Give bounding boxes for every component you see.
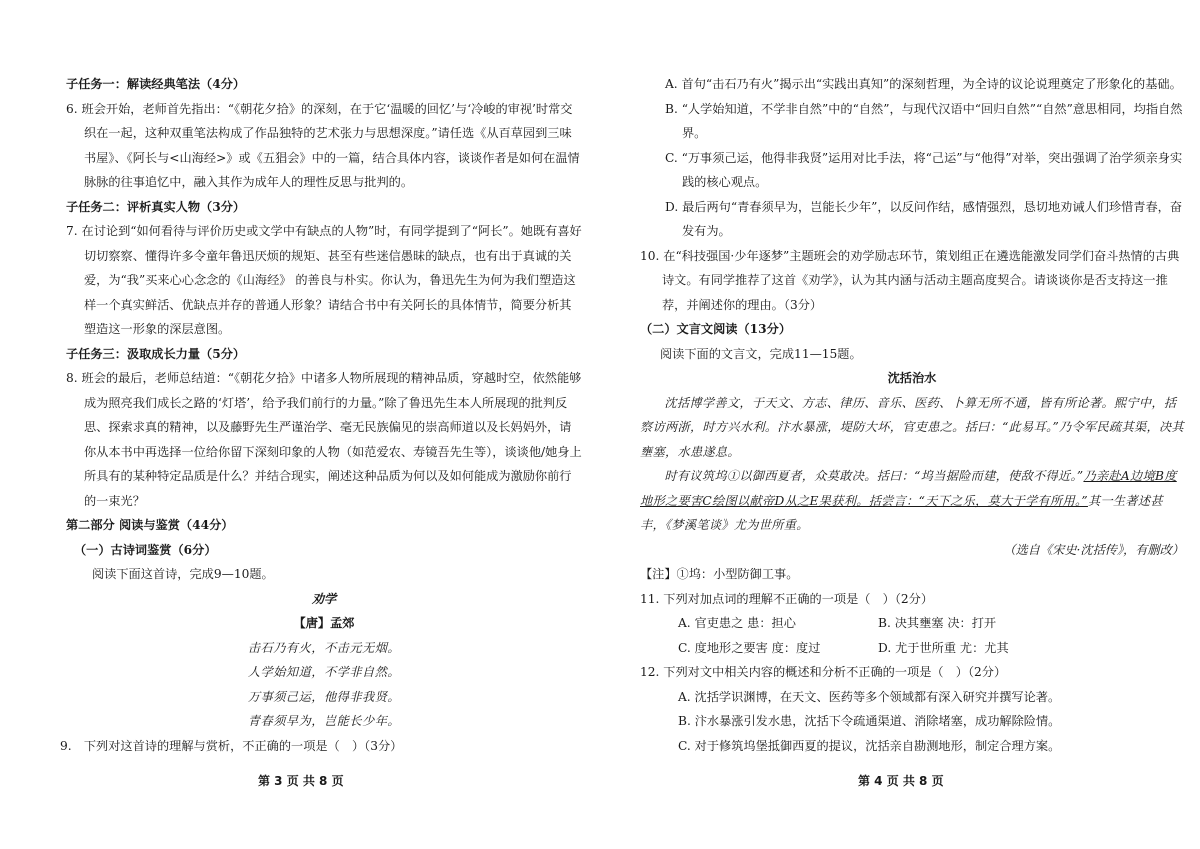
- passage-title: 沈括治水: [887, 371, 937, 385]
- annotation-note: 【注】①坞：小型防御工事。: [640, 567, 799, 581]
- poem-line: 人学始知道，不学非自然。: [247, 665, 401, 679]
- part2-heading: 第二部分 阅读与鉴赏（44分）: [66, 518, 234, 532]
- right-page: [600, 0, 1200, 849]
- poem-line: 万事须己运，他得非我贤。: [247, 689, 401, 704]
- subtask2-heading: 子任务二：评析真实人物（3分）: [66, 199, 246, 214]
- poem-author: 【唐】孟郊: [293, 616, 355, 630]
- subtask3-heading: 子任务三：汲取成长力量（5分）: [66, 346, 246, 361]
- poem-title: 劝学: [311, 591, 337, 606]
- q9-option-b: B. “人学始知道，不学非自然”中的“自然”，与现代汉语中“回归自然”“自然”意思相同，均指自然界。: [665, 101, 1183, 140]
- q9-option-c: C. “万事须己运，他得非我贤”运用对比手法，将“己运”与“他得”对举，突出强调了治学须亲身实践的核心观点。: [665, 150, 1183, 189]
- question-12: 12. 下列对文中相关内容的概述和分析不正确的一项是（ ）（2分）: [640, 665, 1007, 679]
- poem-line: 击石乃有火，不击元无烟。: [247, 640, 401, 655]
- poetry-instruction: 阅读下面这首诗，完成9—10题。: [92, 567, 274, 581]
- classical-section-heading: （二）文言文阅读（13分）: [640, 322, 792, 336]
- question-8: 8. 班会的最后，老师总结道：“《朝花夕拾》中诸多人物所展现的精神品质，穿越时空，依然能够成为照亮我们成长之路的‘灯塔’，给予我们前行的力量。”除了鲁迅先生本人所展现的批判反思、探索求真的精神，以及藤野先生严谨治学、毫无民族偏见的崇高师道以及长妈妈外，请你从本书中再选择一位给你留下深刻印象的人物（如范爱农、寿镜吾先生等），谈谈他/她身上所具有的某种特定品质是什么？并结合现实，阐述这种品质为何以及如何能成为激励你前行的一束光？: [66, 371, 582, 508]
- passage-paragraph-1: 沈括博学善文，于天文、方志、律历、音乐、医药、卜算无所不通，皆有所论著。熙宁中，括察访两浙，时方兴水利。汴水暴涨，堤防大坏，官吏患之。括曰：“此易耳。”乃令军民疏其渠，决其壅塞，水患遂息。: [640, 395, 1184, 459]
- passage-p2-text: 时有议筑坞①以御西夏者，众莫敢决。括曰：“坞当据险而建，使敌不得近。”: [664, 469, 1084, 483]
- q11-options-row1: [640, 611, 1184, 636]
- q12-option-c: C. 对于修筑坞堡抵御西夏的提议，沈括亲自勘测地形，制定合理方案。: [678, 738, 1061, 753]
- q12-option-b: B. 汴水暴涨引发水患，沈括下令疏通渠道、消除堵塞，成功解除险情。: [678, 714, 1061, 728]
- passage-source: （选自《宋史·沈括传》，有删改）: [1003, 542, 1184, 557]
- page-number-right: 第 4 页 共 8 页: [858, 774, 944, 788]
- question-7: 7. 在讨论到“如何看待与评价历史或文学中有缺点的人物”时，有同学提到了“阿长”。她既有喜好切切察察、懂得许多令童年鲁迅厌烦的规矩、甚至有些迷信愚昧的缺点，也有出于真诚的关爱，为“我”买来心心念念的《山海经》 的善良与朴实。你认为，鲁迅先生为何为我们塑造这样一个真实鲜活、优缺点并存的普通人形象？请结合书中有关阿长的具体情节，简要分析其塑造这一形象的深层意图。: [66, 224, 582, 336]
- poem-line: 青春须早为，岂能长少年。: [247, 714, 401, 728]
- poetry-section-heading: （一）古诗词鉴赏（6分）: [74, 542, 217, 557]
- passage-p2-underlined: 乃亲赴A边境B度地形之要害C绘图以献帝D从之E果获利。括尝言：“天下之乐，莫大于学有所用。”: [640, 469, 1177, 508]
- question-6: 6. 班会开始，老师首先指出：“《朝花夕拾》的深刻，在于它‘温暖的回忆’与‘冷峻的审视’时常交织在一起，这种双重笔法构成了作品独特的艺术张力与思想深度。”请任选《从百草园到三味书屋》、《阿长与<山海经>》或《五猖会》中的一篇，结合具体内容，谈谈作者是如何在温情脉脉的往事追忆中，融入其作为成年人的理性反思与批判的。: [66, 101, 580, 189]
- q11-option-c: C. 度地形之要害 度：度过: [678, 640, 821, 655]
- passage-paragraph-2: [640, 464, 1184, 538]
- question-11: 11. 下列对加点词的理解不正确的一项是（ ）（2分）: [640, 591, 934, 606]
- q11-option-a: A. 官吏患之 患：担心: [678, 616, 796, 630]
- classical-instruction: 阅读下面的文言文，完成11—15题。: [660, 346, 862, 361]
- q11-option-b: B. 决其壅塞 决：打开: [878, 616, 997, 630]
- question-10: 10. 在“科技强国·少年逐梦”主题班会的劝学励志环节，策划组正在遴选能激发同学们奋斗热情的古典诗文。有同学推荐了这首《劝学》，认为其内涵与活动主题高度契合。请谈谈你是否支持这一推荐，并阐述你的理由。（3分）: [640, 248, 1180, 312]
- subtask1-heading: 子任务一：解读经典笔法（4分）: [66, 77, 246, 91]
- q9-option-d: D. 最后两句“青春须早为，岂能长少年”，以反问作结，感情强烈，恳切地劝诫人们珍惜青春，奋发有为。: [665, 199, 1183, 238]
- passage-p2-end: 其一生著述甚丰，《梦溪笔谈》尤为世所重。: [640, 493, 1163, 532]
- q11-options-row2: [640, 636, 1184, 661]
- q9-option-a: A. 首句“击石乃有火”揭示出“实践出真知”的深刻哲理，为全诗的议论说理奠定了形象化的基础。: [665, 77, 1182, 91]
- q12-option-a: A. 沈括学识渊博，在天文、医药等多个领域都有深入研究并撰写论著。: [678, 689, 1061, 704]
- question-9: 9. 下列对这首诗的理解与赏析，不正确的一项是（ ）（3分）: [60, 738, 403, 753]
- page-number-left: 第 3 页 共 8 页: [258, 774, 344, 788]
- q11-option-d: D. 尤于世所重 尤：尤其: [878, 640, 1009, 655]
